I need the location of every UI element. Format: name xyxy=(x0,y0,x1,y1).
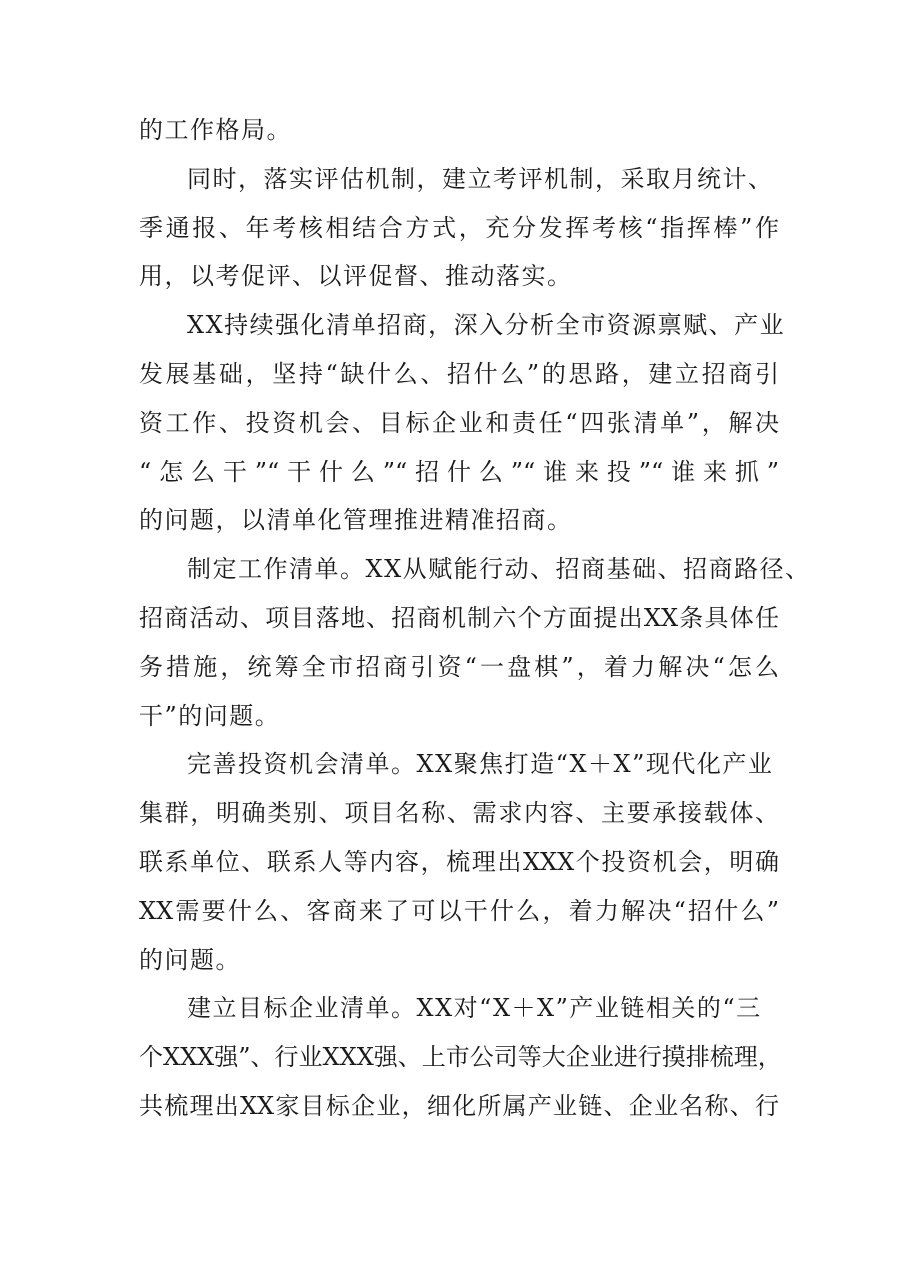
text-line: 干”的问题。 xyxy=(139,701,281,730)
paragraph-start-line: 建立目标企业清单。XX对“X＋X”产业链相关的“三 xyxy=(187,994,762,1023)
text-line: XX需要什么、客商来了可以干什么，着力解决“招什么” xyxy=(139,896,779,925)
text-line: 的工作格局。 xyxy=(139,116,292,144)
text-line: 发展基础，坚持“缺什么、招什么”的思路，建立招商引 xyxy=(139,359,779,388)
paragraph-start-line: 同时，落实评估机制，建立考评机制，采取月统计、 xyxy=(187,164,774,193)
text-line: 季通报、年考核相结合方式，充分发挥考核“指挥棒”作 xyxy=(139,213,779,242)
text-line: 联系单位、联系人等内容，梳理出XXX个投资机会，明确 xyxy=(139,847,779,876)
text-line: 资工作、投资机会、目标企业和责任“四张清单”，解决 xyxy=(139,408,779,437)
text-line: 务措施，统筹全市招商引资“一盘棋”，着力解决“怎么 xyxy=(139,652,779,681)
text-line: 个XXX强”、行业XXX强、上市公司等大企业进行摸排梳理， xyxy=(139,1043,782,1072)
paragraph-start-line: 制定工作清单。XX从赋能行动、招商基础、招商路径、 xyxy=(187,555,811,584)
document-body xyxy=(139,106,811,1131)
paragraph-start-line: XX持续强化清单招商，深入分析全市资源禀赋、产业 xyxy=(187,311,786,340)
text-line: 集群，明确类别、项目名称、需求内容、主要承接载体、 xyxy=(139,799,779,828)
text-line: 共梳理出XX家目标企业，细化所属产业链、企业名称、行 xyxy=(139,1091,779,1120)
text-line: 招商活动、项目落地、招商机制六个方面提出XX条具体任 xyxy=(139,603,779,632)
text-line: 的问题，以清单化管理推进精准招商。 xyxy=(139,506,573,535)
text-line: 的问题。 xyxy=(139,945,241,974)
text-line: 用，以考促评、以评促督、推动落实。 xyxy=(139,262,573,291)
text-line: “怎么干”“干什么”“招什么”“谁来投”“谁来抓” xyxy=(139,457,779,486)
paragraph-start-line: 完善投资机会清单。XX聚焦打造“X＋X”现代化产业 xyxy=(187,750,774,779)
